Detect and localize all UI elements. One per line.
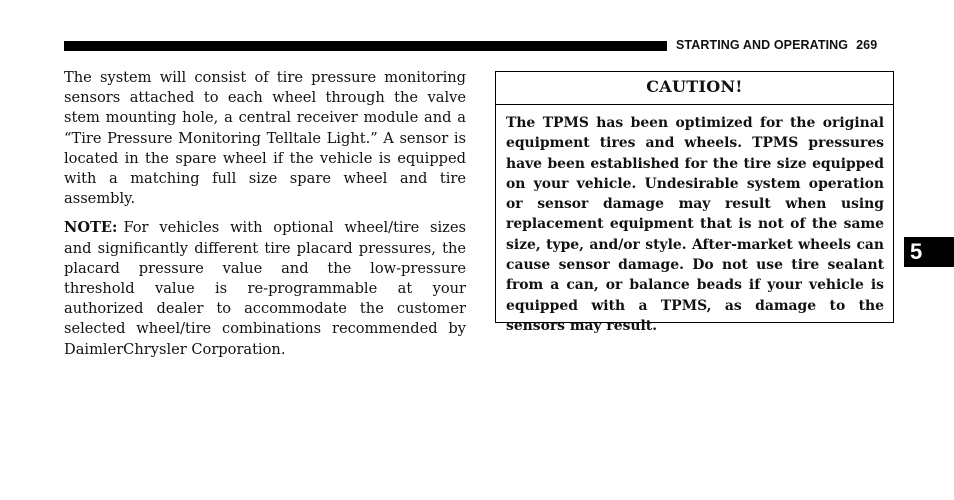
page-number: 269 [856, 38, 878, 52]
body-column [64, 68, 466, 369]
note-paragraph [64, 218, 466, 359]
caution-title: CAUTION! [496, 72, 893, 105]
caution-text: The TPMS has been optimized for the original equipment tires and wheels. TPMS pressures have been established for the tire size equipped on your vehicle. Undesirable system operation or sensor damage may result when using replacement equipment that is not of the same size, type, and/or style. After-market wheels can cause sensor damage. Do not use tire sealant from a can, or balance beads if your vehicle is equipped with a TPMS, as damage to the sensors may result. [506, 115, 884, 334]
section-title: STARTING AND OPERATING [676, 38, 849, 52]
note-label: NOTE: [64, 219, 118, 237]
running-header [676, 37, 877, 53]
section-tab: 5 [904, 237, 954, 267]
caution-box [495, 71, 894, 334]
note-text: For vehicles with optional wheel/tire sizes and significantly different tire placard pressures, the placard pressure value and the low-pressure threshold value is re-programmable at your authorized dealer to accommodate the customer selected wheel/tire combinations recommended by DaimlerChrysler Corporation. [64, 219, 466, 358]
body-paragraph: The system will consist of tire pressure monitoring sensors attached to each wheel through the valve stem mounting hole, a central receiver module and a “Tire Pressure Monitoring Telltale Light.” A sensor is located in the spare wheel if the vehicle is equipped with a matching full size spare wheel and tire assembly. [64, 69, 466, 208]
header-rule [64, 41, 667, 51]
